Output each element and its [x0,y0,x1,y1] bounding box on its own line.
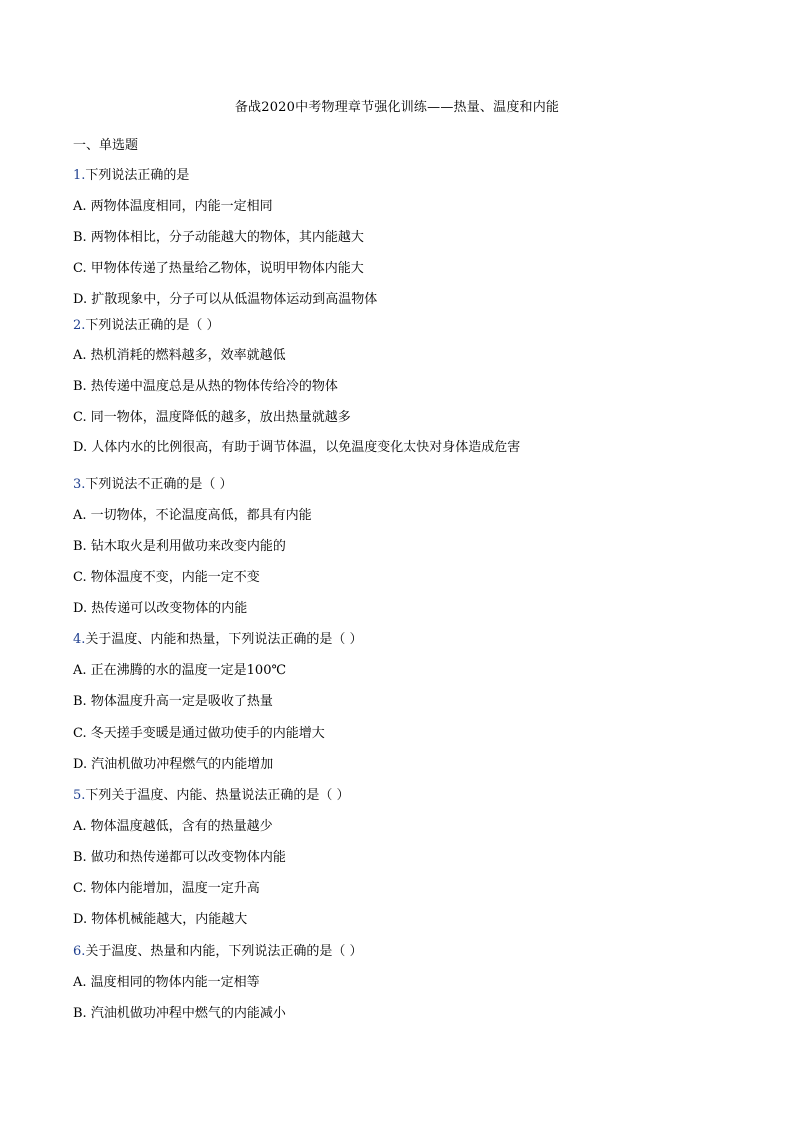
question-3-option-d: D. 热传递可以改变物体的内能 [73,601,248,616]
question-3-stem [73,475,233,495]
question-1-option-d: D. 扩散现象中，分子可以从低温物体运动到高温物体 [73,292,378,307]
question-5-option-c: C. 物体内能增加，温度一定升高 [73,881,260,896]
question-6-text: 关于温度、热量和内能，下列说法正确的是（ ） [85,944,363,959]
question-5-option-d: D. 物体机械能越大，内能越大 [73,912,248,927]
question-2-option-c: C. 同一物体，温度降低的越多，放出热量就越多 [73,410,351,425]
question-3-option-c: C. 物体温度不变，内能一定不变 [73,570,260,585]
question-5-text: 下列关于温度、内能、热量说法正确的是（ ） [85,788,350,803]
question-4-stem [73,630,363,650]
question-6-stem [73,942,363,962]
question-2-option-a: A. 热机消耗的燃料越多，效率就越低 [73,348,286,363]
section-heading: 一、单选题 [73,138,139,153]
question-3-option-a: A. 一切物体，不论温度高低，都具有内能 [73,508,312,523]
question-4-option-d: D. 汽油机做功冲程燃气的内能增加 [73,757,274,772]
question-4-number: 4. [73,632,86,647]
question-4-text: 关于温度、内能和热量，下列说法正确的是（ ） [85,632,363,647]
question-5-option-b: B. 做功和热传递都可以改变物体内能 [73,850,286,865]
question-1-option-a: A. 两物体温度相同，内能一定相同 [73,199,273,214]
question-1-text: 下列说法正确的是 [85,168,190,183]
question-4-option-a: A. 正在沸腾的水的温度一定是100℃ [73,663,287,678]
question-2-text: 下列说法正确的是（ ） [85,318,220,333]
question-2-option-b: B. 热传递中温度总是从热的物体传给冷的物体 [73,379,338,394]
question-2-number: 2. [73,318,86,333]
question-4-option-c: C. 冬天搓手变暖是通过做功使手的内能增大 [73,726,325,741]
question-5-stem [73,786,350,806]
question-3-number: 3. [73,477,86,492]
document-title: 备战2020中考物理章节强化训练——热量、温度和内能 [234,100,560,115]
question-1-number: 1. [73,168,86,183]
question-5-option-a: A. 物体温度越低，含有的热量越少 [73,819,273,834]
question-2-stem [73,316,220,336]
question-4-option-b: B. 物体温度升高一定是吸收了热量 [73,694,273,709]
question-6-option-b: B. 汽油机做功冲程中燃气的内能减小 [73,1006,286,1021]
question-6-option-a: A. 温度相同的物体内能一定相等 [73,975,260,990]
question-3-text: 下列说法不正确的是（ ） [85,477,233,492]
question-6-number: 6. [73,944,86,959]
question-1-option-c: C. 甲物体传递了热量给乙物体，说明甲物体内能大 [73,261,364,276]
question-1-option-b: B. 两物体相比，分子动能越大的物体，其内能越大 [73,230,364,245]
question-3-option-b: B. 钻木取火是利用做功来改变内能的 [73,539,286,554]
question-1-stem [73,166,189,186]
question-2-option-d: D. 人体内水的比例很高，有助于调节体温，以免温度变化太快对身体造成危害 [73,440,521,455]
question-5-number: 5. [73,788,86,803]
